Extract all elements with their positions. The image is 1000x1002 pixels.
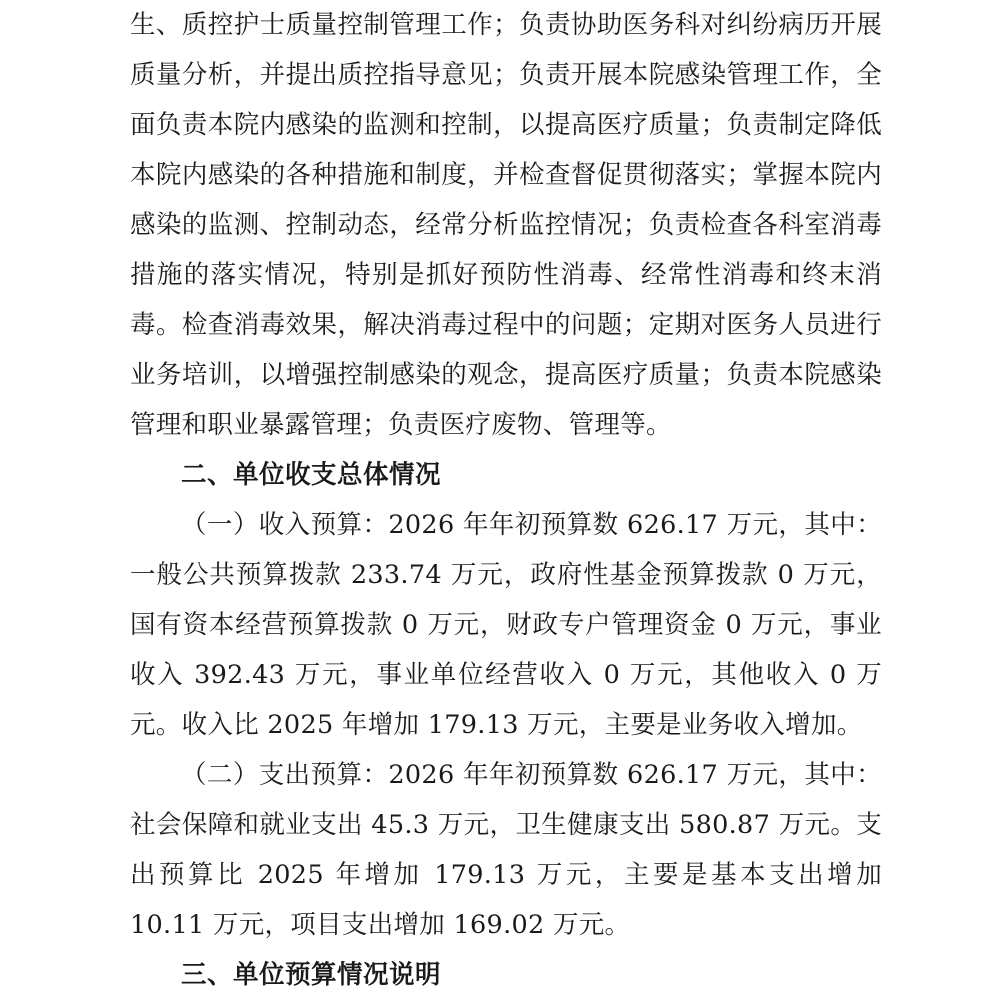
paragraph-income-budget: （一）收入预算：2026 年年初预算数 626.17 万元，其中：一般公共预算拨款 233.74 万元，政府性基金预算拨款 0 万元，国有资本经营预算拨款 0 万元，财政专户管理资金 0 万元，事业收入 392.43 万元，事业单位经营收入 0 万元，其他收入 0 万元。收入比 2025 年增加 179.13 万元，主要是业务收入增加。	[130, 510, 882, 740]
paragraph-duties: 生、质控护士质量控制管理工作；负责协助医务科对纠纷病历开展质量分析，并提出质控指导意见；负责开展本院感染管理工作，全面负责本院内感染的监测和控制，以提高医疗质量；负责制定降低本院内感染的各种措施和制度，并检查督促贯彻落实；掌握本院内感染的监测、控制动态，经常分析监控情况；负责检查各科室消毒措施的落实情况，特别是抓好预防性消毒、经常性消毒和终末消毒。检查消毒效果，解决消毒过程中的问题；定期对医务人员进行业务培训，以增强控制感染的观念，提高医疗质量；负责本院感染管理和职业暴露管理；负责医疗废物、管理等。	[130, 10, 882, 440]
paragraph-expenditure-budget: （二）支出预算：2026 年年初预算数 626.17 万元，其中：社会保障和就业支出 45.3 万元，卫生健康支出 580.87 万元。支出预算比 2025 年增加 179.13 万元，主要是基本支出增加 10.11 万元，项目支出增加 169.02 万元。	[130, 760, 882, 940]
heading-section-three: 三、单位预算情况说明	[181, 960, 442, 990]
document-body	[130, 0, 882, 1000]
heading-section-two: 二、单位收支总体情况	[181, 460, 442, 490]
